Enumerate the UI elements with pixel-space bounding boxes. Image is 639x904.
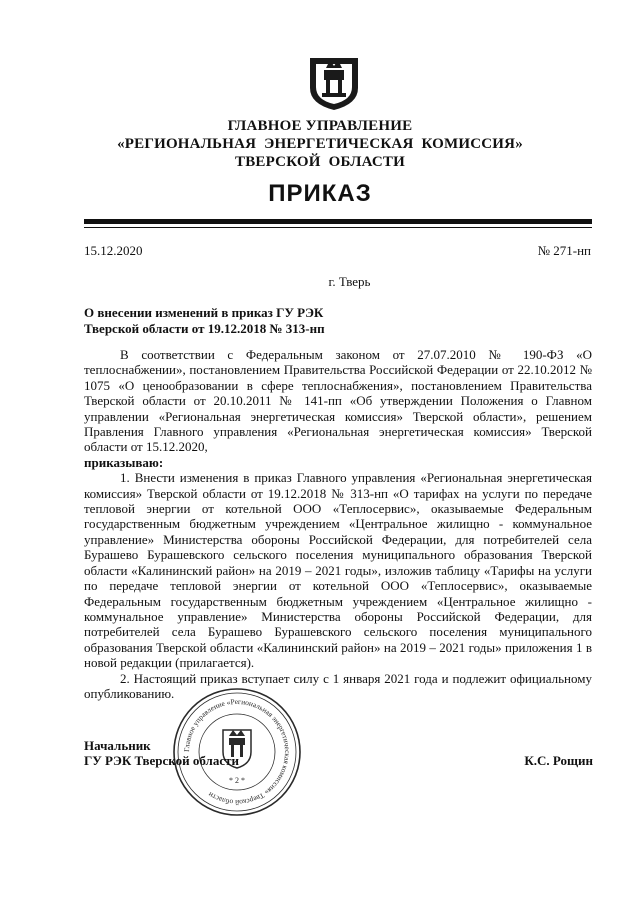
subject-line1: О внесении изменений в приказ ГУ РЭК bbox=[84, 305, 324, 320]
seal-star-text: * 2 * bbox=[229, 776, 245, 785]
order-subject bbox=[84, 305, 384, 337]
preamble-paragraph: В соответствии с Федеральным законом от 27.07.2010 № 190-ФЗ «О теплоснабжении», постановлением Правительства Российской Федерации от 22.10.2012 № 1075 «О ценообразовании в сфере теплоснабжения», постановлением Правительства Тверской области от 20.10.2011 № 141-пп «Об утверждении Положения о Главном управлении «Региональная энергетическая комиссия» Тверской области», решением Правления Главного управления «Региональная энергетическая комиссия» Тверской области от 15.12.2020, bbox=[84, 347, 592, 455]
header-divider-thick bbox=[84, 219, 592, 224]
seal-ring-text: Главное управление «Региональная энергетическая комиссия» Тверской области bbox=[181, 696, 293, 808]
header-divider-thin bbox=[84, 227, 592, 228]
org-name-line1: ГЛАВНОЕ УПРАВЛЕНИЕ bbox=[227, 118, 413, 134]
order-city: г. Тверь bbox=[328, 274, 371, 289]
order-item-1: 1. Внести изменения в приказ Главного управления «Региональная энергетическая комиссия» Тверской области от 19.12.2018 № 313-нп «О тарифах на услуги по передаче тепловой энергии от котельной ООО «Теплосервис», оказываемые Федеральным государственным бюджетным учреждением «Центральное жилищно - коммунальное управление» Министерства обороны Российской Федерации, для потребителей села Бурашево Бурашевского сельского поселения муниципального образования Тверской области «Калининский район» на 2019 – 2021 годы», изложив таблицу «Тарифы на услуги по передаче тепловой энергии от котельной ООО «Теплосервис», оказываемые Федеральным государственным бюджетным учреждением «Центральное жилищно - коммунальное управление» Министерства обороны Российской Федерации, для потребителей села Бурашево Бурашевского сельского поселения муниципального образования Тверской области «Калининский район» на 2019 – 2021 годы» приложения 1 в новой редакции (прилагается). bbox=[84, 470, 592, 671]
order-title: ПРИКАЗ bbox=[268, 180, 372, 207]
signatory-title-line2: ГУ РЭК Тверской области bbox=[84, 753, 239, 768]
coat-of-arms-icon bbox=[306, 50, 362, 112]
decree-word: приказываю: bbox=[84, 454, 164, 470]
signatory-title-line1: Начальник bbox=[84, 738, 151, 753]
subject-line2: Тверской области от 19.12.2018 № 313-нп bbox=[84, 321, 325, 336]
order-date: 15.12.2020 bbox=[84, 243, 143, 258]
signatory-name: К.С. Рощин bbox=[524, 753, 593, 768]
signatory-title bbox=[84, 738, 239, 768]
order-number: № 271-нп bbox=[537, 243, 591, 258]
org-name-line3: ТВЕРСКОЙ ОБЛАСТИ bbox=[235, 154, 405, 170]
order-item-2: 2. Настоящий приказ вступает силу с 1 января 2021 года и подлежит официальному опубликованию. bbox=[84, 670, 592, 701]
org-name-line2: «РЕГИОНАЛЬНАЯ ЭНЕРГЕТИЧЕСКАЯ КОМИССИЯ» bbox=[117, 136, 523, 152]
order-body bbox=[84, 347, 592, 701]
